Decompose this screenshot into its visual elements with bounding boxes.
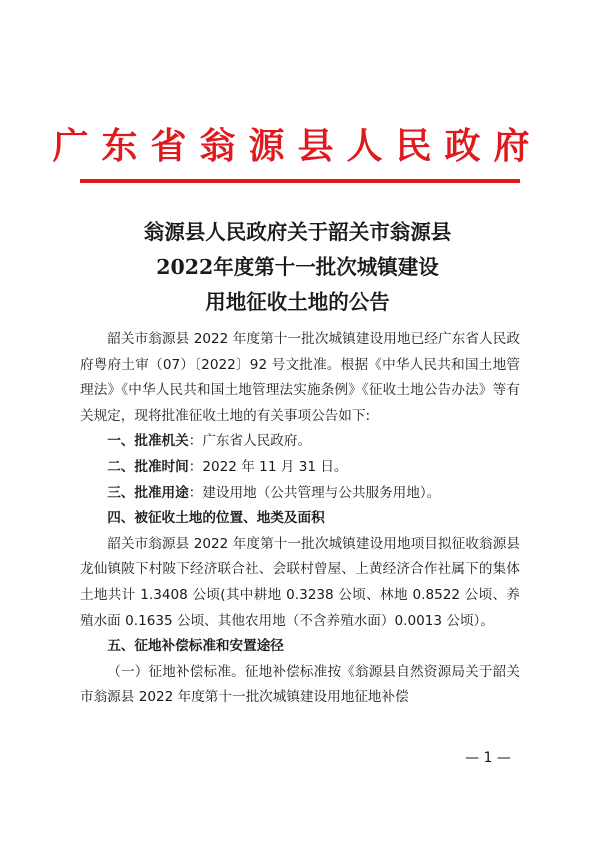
section-4-paragraph: 韶关市翁源县 2022 年度第十一批次城镇建设用地项目拟征收翁源县龙仙镇陂下村陂下经济联合社、会联村曾屋、上黄经济合作社属下的集体土地共计 1.3408 公顷(其中耕地 0.3238 公顷、林地 0.8522 公顷、养殖水面 0.1635 公顷、其他农用地（不含养殖水面）0.0013 公顷）。 xyxy=(80,535,520,629)
section-text: ：2022 年 11 月 31 日。 xyxy=(188,458,348,475)
document-title-line-1: 翁源县人民政府关于韶关市翁源县 xyxy=(143,220,452,244)
section-approval-time xyxy=(80,455,520,481)
masthead: 广东省翁源县人民政府 xyxy=(52,125,543,167)
section-label: 二、批准时间 xyxy=(107,458,189,475)
section-text: ：广东省人民政府。 xyxy=(188,433,312,450)
intro-paragraph: 韶关市翁源县 2022 年度第十一批次城镇建设用地已经广东省人民政府粤府土审（07）〔2022〕92 号文批准。根据《中华人民共和国土地管理法》《中华人民共和国土地管理法实施条例》《征收土地公告办法》等有关规定，现将批准征收土地的有关事项公告如下: xyxy=(80,331,520,424)
section-5-heading: 五、征地补偿标准和安置途径 xyxy=(107,638,284,655)
section-4-heading: 四、被征收土地的位置、地类及面积 xyxy=(107,510,325,527)
page-number: — 1 — xyxy=(465,750,511,766)
section-label: 一、批准机关 xyxy=(107,433,189,450)
masthead-divider xyxy=(80,179,520,183)
document-body xyxy=(80,327,520,711)
document-title-line-3: 用地征收土地的公告 xyxy=(205,290,390,314)
section-approval-use xyxy=(80,481,520,507)
document-title-line-2: 2022年度第十一批次城镇建设 xyxy=(156,255,439,279)
section-text: ：建设用地（公共管理与公共服务用地）。 xyxy=(188,484,441,501)
section-5-1-paragraph: （一）征地补偿标准。征地补偿标准按《翁源县自然资源局关于韶关市翁源县 2022 年度第十一批次城镇建设用地征地补偿 xyxy=(80,663,520,706)
section-label: 三、批准用途 xyxy=(107,484,189,501)
section-approval-authority xyxy=(80,429,520,455)
